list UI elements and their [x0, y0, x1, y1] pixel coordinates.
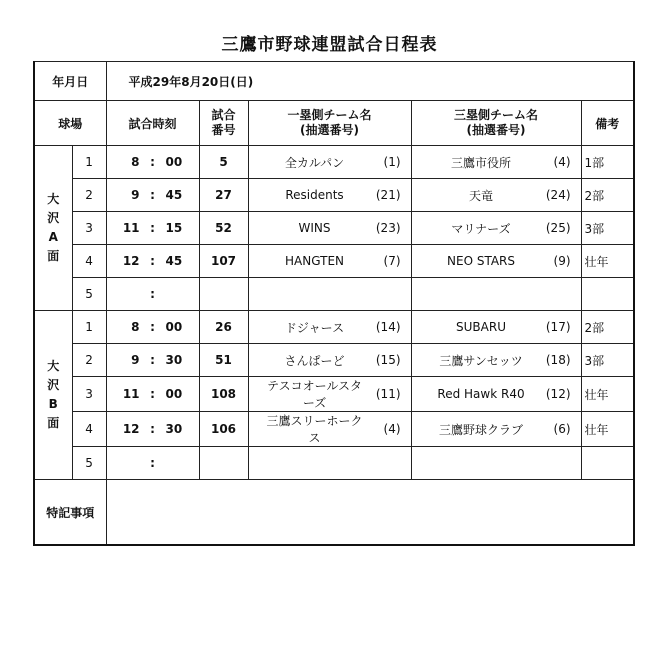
time-separator: :: [150, 456, 155, 470]
remarks-row: [34, 480, 634, 546]
game-number: 27: [199, 179, 248, 212]
match-time: [106, 377, 199, 412]
field-name: 大 沢 A 面: [34, 146, 72, 311]
slot-number: 3: [72, 212, 106, 245]
third-base-team-cell: [411, 377, 581, 412]
game-row: [34, 245, 634, 278]
third-base-team-name: 三鷹野球クラブ: [439, 422, 524, 437]
header-time: 試合時刻: [106, 101, 199, 146]
game-number: 108: [199, 377, 248, 412]
third-base-draw-number: (17): [545, 320, 571, 334]
game-number: 52: [199, 212, 248, 245]
time-hour: 8: [131, 320, 140, 334]
note-cell: 壮年: [581, 245, 634, 278]
first-base-draw-number: (7): [383, 254, 401, 268]
first-base-draw-number: (11): [375, 387, 401, 401]
time-minute: 15: [165, 221, 183, 235]
first-base-team-cell: [248, 212, 411, 245]
third-base-team-cell: [411, 344, 581, 377]
time-minute: [166, 287, 190, 301]
header-third-base-team: 三塁側チーム名 (抽選番号): [411, 101, 581, 146]
game-row: [34, 278, 634, 311]
first-base-draw-number: (15): [375, 353, 401, 367]
slot-number: 3: [72, 377, 106, 412]
third-base-team-name: 天竜: [469, 188, 494, 203]
header-field: 球場: [34, 101, 106, 146]
slot-number: 1: [72, 311, 106, 344]
first-base-team-name: さんぱーど: [284, 353, 345, 368]
first-base-team-cell: [248, 412, 411, 447]
third-base-team-cell: [411, 311, 581, 344]
third-base-team-cell: [411, 278, 581, 311]
first-base-team-cell: [248, 377, 411, 412]
game-number: [199, 278, 248, 311]
note-cell: 3部: [581, 344, 634, 377]
header-first-base-team: 一塁側チーム名 (抽選番号): [248, 101, 411, 146]
third-base-team-cell: [411, 212, 581, 245]
first-base-team-name: HANGTEN: [285, 254, 344, 268]
date-row: [34, 62, 634, 101]
game-number: 26: [199, 311, 248, 344]
first-base-team-name: テスコオールスターズ: [267, 379, 362, 410]
third-base-team-cell: [411, 447, 581, 480]
first-base-draw-number: (1): [383, 155, 401, 169]
note-cell: 3部: [581, 212, 634, 245]
game-number: 5: [199, 146, 248, 179]
time-separator: :: [150, 387, 155, 401]
third-base-draw-number: (18): [545, 353, 571, 367]
game-row: [34, 344, 634, 377]
time-minute: 00: [165, 387, 183, 401]
time-minute: 00: [165, 155, 183, 169]
first-base-team-name: Residents: [285, 188, 344, 202]
remarks-label: 特記事項: [34, 480, 106, 546]
time-hour: 12: [122, 422, 140, 436]
game-row: [34, 447, 634, 480]
third-base-draw-number: (4): [553, 155, 571, 169]
first-base-team-cell: [248, 447, 411, 480]
match-time: [106, 447, 199, 480]
header-game-number: 試合 番号: [199, 101, 248, 146]
first-base-draw-number: (4): [383, 422, 401, 436]
time-separator: :: [150, 422, 155, 436]
time-hour: 9: [131, 188, 140, 202]
game-row: [34, 377, 634, 412]
time-minute: 45: [165, 254, 183, 268]
time-minute: 00: [165, 320, 183, 334]
game-number: 107: [199, 245, 248, 278]
match-time: [106, 212, 199, 245]
third-base-team-cell: [411, 412, 581, 447]
slot-number: 1: [72, 146, 106, 179]
first-base-draw-number: (14): [375, 320, 401, 334]
page-title: 三鷹市野球連盟試合日程表: [221, 35, 438, 55]
date-label: 年月日: [34, 62, 106, 101]
game-number: [199, 447, 248, 480]
third-base-draw-number: (9): [553, 254, 571, 268]
time-hour: 12: [122, 254, 140, 268]
slot-number: 5: [72, 447, 106, 480]
first-base-team-cell: [248, 179, 411, 212]
third-base-team-name: SUBARU: [456, 320, 506, 334]
time-separator: :: [150, 353, 155, 367]
time-separator: :: [150, 287, 155, 301]
time-minute: 30: [165, 422, 183, 436]
third-base-team-name: Red Hawk R40: [437, 387, 525, 401]
slot-number: 5: [72, 278, 106, 311]
game-number: 51: [199, 344, 248, 377]
third-base-team-cell: [411, 245, 581, 278]
first-base-draw-number: (23): [375, 221, 401, 235]
first-base-team-cell: [248, 146, 411, 179]
game-number: 106: [199, 412, 248, 447]
time-separator: :: [150, 221, 155, 235]
time-hour: [116, 287, 140, 301]
match-time: [106, 278, 199, 311]
note-cell: 壮年: [581, 412, 634, 447]
time-hour: 11: [122, 387, 140, 401]
match-time: [106, 344, 199, 377]
third-base-draw-number: (12): [545, 387, 571, 401]
time-separator: :: [150, 155, 155, 169]
time-hour: 8: [131, 155, 140, 169]
match-time: [106, 412, 199, 447]
slot-number: 2: [72, 179, 106, 212]
game-row: [34, 179, 634, 212]
third-base-team-name: 三鷹市役所: [451, 155, 512, 170]
time-hour: 11: [122, 221, 140, 235]
match-time: [106, 245, 199, 278]
match-time: [106, 179, 199, 212]
time-hour: 9: [131, 353, 140, 367]
game-row: [34, 146, 634, 179]
date-value: 平成29年8月20日(日): [106, 62, 634, 101]
third-base-team-name: 三鷹サンセッツ: [439, 353, 523, 368]
first-base-team-cell: [248, 344, 411, 377]
time-separator: :: [150, 320, 155, 334]
time-hour: [116, 456, 140, 470]
note-cell: [581, 447, 634, 480]
third-base-team-cell: [411, 179, 581, 212]
third-base-team-name: NEO STARS: [447, 254, 516, 268]
first-base-team-cell: [248, 278, 411, 311]
time-separator: :: [150, 188, 155, 202]
slot-number: 2: [72, 344, 106, 377]
first-base-team-name: WINS: [298, 221, 331, 235]
third-base-team-cell: [411, 146, 581, 179]
note-cell: [581, 278, 634, 311]
note-cell: 壮年: [581, 377, 634, 412]
match-time: [106, 311, 199, 344]
slot-number: 4: [72, 412, 106, 447]
note-cell: 2部: [581, 311, 634, 344]
time-minute: [166, 456, 190, 470]
third-base-draw-number: (25): [545, 221, 571, 235]
schedule-table: [33, 61, 635, 546]
third-base-draw-number: (24): [545, 188, 571, 202]
third-base-draw-number: (6): [553, 422, 571, 436]
game-row: [34, 311, 634, 344]
header-notes: 備考: [581, 101, 634, 146]
game-row: [34, 412, 634, 447]
note-cell: 1部: [581, 146, 634, 179]
note-cell: 2部: [581, 179, 634, 212]
first-base-draw-number: (21): [375, 188, 401, 202]
first-base-team-cell: [248, 245, 411, 278]
first-base-team-cell: [248, 311, 411, 344]
header-row: [34, 101, 634, 146]
first-base-team-name: 全カルパン: [284, 155, 345, 170]
time-minute: 45: [165, 188, 183, 202]
time-minute: 30: [165, 353, 183, 367]
match-time: [106, 146, 199, 179]
game-row: [34, 212, 634, 245]
first-base-team-name: ドジャース: [284, 320, 345, 335]
first-base-team-name: 三鷹スリーホークス: [266, 414, 363, 445]
field-name: 大 沢 B 面: [34, 311, 72, 480]
time-separator: :: [150, 254, 155, 268]
third-base-team-name: マリナーズ: [451, 221, 511, 236]
remarks-value: [106, 480, 634, 546]
slot-number: 4: [72, 245, 106, 278]
